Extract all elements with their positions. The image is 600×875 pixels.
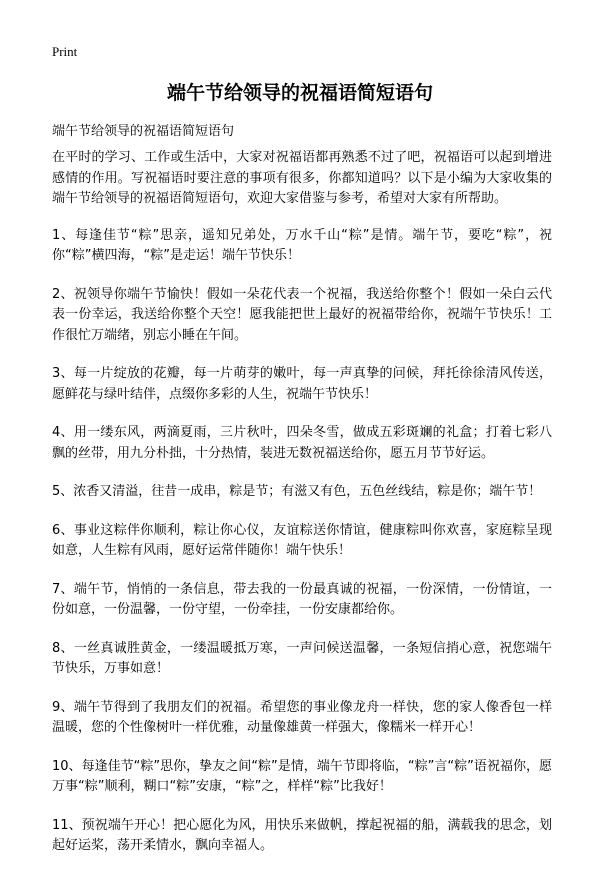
list-item: 4、用一缕东风，两滴夏雨，三片秋叶，四朵冬雪，做成五彩斑斓的礼盒；打着七彩八飘的丝带，用九分朴拙，十分热情，装进无数祝福送给你，愿五月节节好运。 — [52, 425, 552, 461]
list-item: 7、端午节，悄悄的一条信息，带去我的一份最真诚的祝福，一份深情，一份情谊，一份如意，一份温馨，一份守望，一份牵挂，一份安康都给你。 — [52, 581, 552, 617]
list-item: 1、每逢佳节“粽”思亲，遥知兄弟处，万水千山“粽”是情。端午节，要吃“粽”，祝你“粽”横四海，“粽”是走运！端午节快乐！ — [52, 227, 552, 263]
list-item: 2、祝领导你端午节愉快！假如一朵花代表一个祝福，我送给你整个！假如一朵白云代表一份幸运，我送给你整个天空！愿我能把世上最好的祝福带给你，祝端午节快乐！工作很忙万端绪，别忘小睡在午间。 — [52, 286, 552, 343]
list-item: 5、浓香又清溢，往昔一成串，粽是节；有滋又有色，五色丝线结，粽是你；端午节！ — [52, 484, 542, 499]
list-item: 6、事业这粽伴你顺利，粽让你心仪，友谊粽送你情谊，健康粽叫你欢喜，家庭粽呈现如意，人生粽有风雨，愿好运常伴随你！端午快乐！ — [52, 522, 552, 558]
page-title: 端午节给领导的祝福语简短语句 — [166, 82, 433, 104]
list-item: 10、每逢佳节“粽”思你，挚友之间“粽”是情，端午节即将临，“粽”言“粽”语祝福你，愿万事“粽”顺利，糊口“粽”安康，“粽”之，样样“粽”比我好！ — [52, 758, 552, 794]
list-item: 3、每一片绽放的花瓣，每一片萌芽的嫩叶，每一声真挚的问候，拜托徐徐清风传送，愿鲜花与绿叶结伴，点缀你多彩的人生，祝端午节快乐！ — [52, 366, 552, 402]
subtitle: 端午节给领导的祝福语简短语句 — [52, 124, 235, 139]
list-item: 11、预祝端午开心！把心愿化为风，用快乐来做帆，撑起祝福的船，满载我的思念，划起好运桨，荡开柔情水，飘向幸福人。 — [52, 817, 552, 853]
list-item: 9、端午节得到了我朋友们的祝福。希望您的事业像龙舟一样快，您的家人像香包一样温暖，您的个性像树叶一样优雅，动量像雄黄一样强大，像糯米一样开心！ — [52, 699, 552, 735]
print-link[interactable]: Print — [52, 44, 78, 59]
list-item: 8、一丝真诚胜黄金，一缕温暖抵万寒，一声问候送温馨，一条短信捎心意，祝您端午节快乐，万事如意！ — [52, 640, 552, 676]
article-body — [52, 148, 552, 875]
intro-paragraph: 在平时的学习、工作或生活中，大家对祝福语都再熟悉不过了吧，祝福语可以起到增进感情的作用。写祝福语时要注意的事项有很多，你都知道吗？以下是小编为大家收集的端午节给领导的祝福语简短语句，欢迎大家借鉴与参考，希望对大家有所帮助。 — [52, 150, 552, 206]
